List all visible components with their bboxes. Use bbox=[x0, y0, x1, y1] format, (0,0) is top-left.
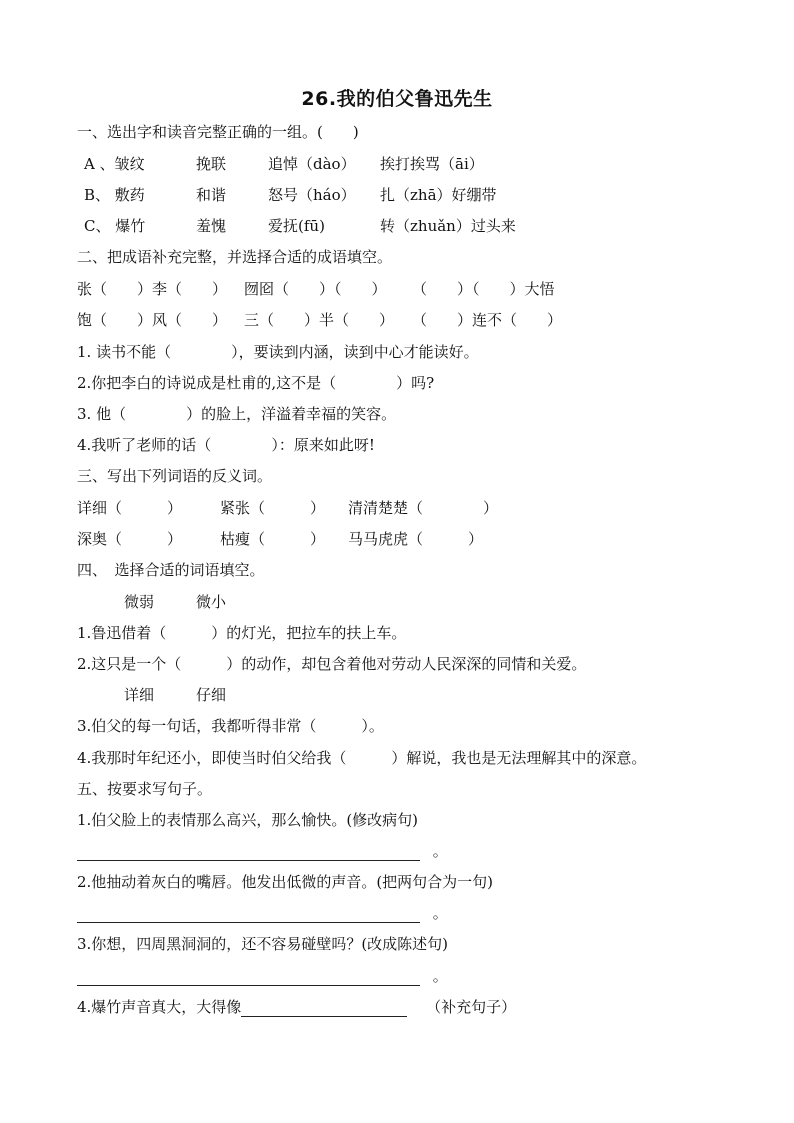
period: 。 bbox=[432, 842, 448, 860]
word-choice: 微弱 bbox=[124, 593, 155, 611]
sec5-question-4-prefix: 4.爆竹声音真大，大得像 bbox=[77, 998, 242, 1016]
option-a-word2: 挽联 bbox=[196, 155, 227, 173]
option-a-word1: A 、皱纹 bbox=[84, 155, 145, 173]
period: 。 bbox=[432, 904, 448, 922]
sec5-question-3: 3.你想，四周黑洞洞的，还不容易碰壁吗？(改成陈述句) bbox=[77, 935, 449, 953]
option-b-word3: 怒号（háo） bbox=[268, 186, 356, 204]
sec2-question-3: 3. 他（ ）的脸上，洋溢着幸福的笑容。 bbox=[77, 405, 397, 423]
option-b-word1: B、 敷药 bbox=[84, 186, 145, 204]
option-b-word4: 扎（zhā）好绷带 bbox=[380, 186, 497, 204]
sec5-question-4 bbox=[77, 997, 516, 1017]
page-title: 26.我的伯父鲁迅先生 bbox=[301, 88, 493, 110]
sec5-question-2: 2.他抽动着灰白的嘴唇。他发出低微的声音。(把两句合为一句) bbox=[77, 873, 494, 891]
answer-line-row bbox=[77, 966, 448, 986]
option-c-word1: C、 爆竹 bbox=[84, 217, 146, 235]
option-a-word3: 追悼（dào） bbox=[268, 155, 356, 173]
answer-line[interactable] bbox=[77, 984, 420, 986]
antonym-item: 枯瘦（ ） bbox=[220, 530, 326, 548]
section3-heading: 三、写出下列词语的反义词。 bbox=[77, 467, 273, 485]
idiom-blank: 囫囵（ ）（ ） bbox=[244, 280, 387, 298]
word-choice: 详细 bbox=[124, 686, 155, 704]
section4-heading: 四、 选择合适的词语填空。 bbox=[77, 561, 265, 579]
section5-heading: 五、按要求写句子。 bbox=[77, 780, 213, 798]
section1-heading: 一、选出字和读音完整正确的一组。( ) bbox=[77, 123, 359, 141]
option-c-word3: 爱抚(fū) bbox=[268, 217, 325, 235]
sec4-question-3: 3.伯父的每一句话，我都听得非常（ ）。 bbox=[77, 717, 384, 735]
option-c-word4: 转（zhuǎn）过头来 bbox=[380, 217, 516, 235]
word-choice: 仔细 bbox=[196, 686, 227, 704]
sec2-question-1: 1. 读书不能（ ），要读到内涵，读到中心才能读好。 bbox=[77, 343, 479, 361]
period: 。 bbox=[432, 967, 448, 985]
option-a-word4: 挨打挨骂（āi） bbox=[380, 155, 484, 173]
sec5-question-4-suffix: （补充句子） bbox=[426, 998, 517, 1016]
section2-heading: 二、把成语补充完整，并选择合适的成语填空。 bbox=[77, 248, 393, 266]
answer-line[interactable] bbox=[77, 921, 420, 923]
option-b-word2: 和谐 bbox=[196, 186, 227, 204]
sec4-question-1: 1.鲁迅借着（ ）的灯光，把拉车的扶上车。 bbox=[77, 624, 407, 642]
antonym-item: 紧张（ ） bbox=[220, 499, 326, 517]
idiom-blank: 张（ ）李（ ） bbox=[77, 280, 228, 298]
sec4-question-4: 4.我那时年纪还小，即使当时伯父给我（ ）解说，我也是无法理解其中的深意。 bbox=[77, 749, 647, 767]
antonym-item: 清清楚楚（ ） bbox=[348, 499, 499, 517]
antonym-item: 详细（ ） bbox=[77, 499, 183, 517]
sec4-question-2: 2.这只是一个（ ）的动作，却包含着他对劳动人民深深的同情和关爱。 bbox=[77, 655, 587, 673]
option-c-word2: 羞愧 bbox=[196, 217, 227, 235]
idiom-blank: 三（ ）半（ ） bbox=[244, 311, 395, 329]
sec5-question-1: 1.伯父脸上的表情那么高兴，那么愉快。(修改病句) bbox=[77, 811, 419, 829]
answer-line[interactable] bbox=[241, 1015, 407, 1017]
sec2-question-4: 4.我听了老师的话（ ）：原来如此呀! bbox=[77, 436, 375, 454]
idiom-blank: 饱（ ）风（ ） bbox=[77, 311, 228, 329]
word-choice: 微小 bbox=[196, 593, 227, 611]
answer-line-row bbox=[77, 841, 448, 861]
answer-line-row bbox=[77, 903, 448, 923]
antonym-item: 深奥（ ） bbox=[77, 530, 183, 548]
idiom-blank: （ ）（ ）大悟 bbox=[412, 280, 555, 298]
idiom-blank: （ ）连不（ ） bbox=[412, 311, 563, 329]
answer-line[interactable] bbox=[77, 859, 420, 861]
antonym-item: 马马虎虎（ ） bbox=[348, 530, 484, 548]
sec2-question-2: 2.你把李白的诗说成是杜甫的,这不是（ ）吗? bbox=[77, 374, 435, 392]
